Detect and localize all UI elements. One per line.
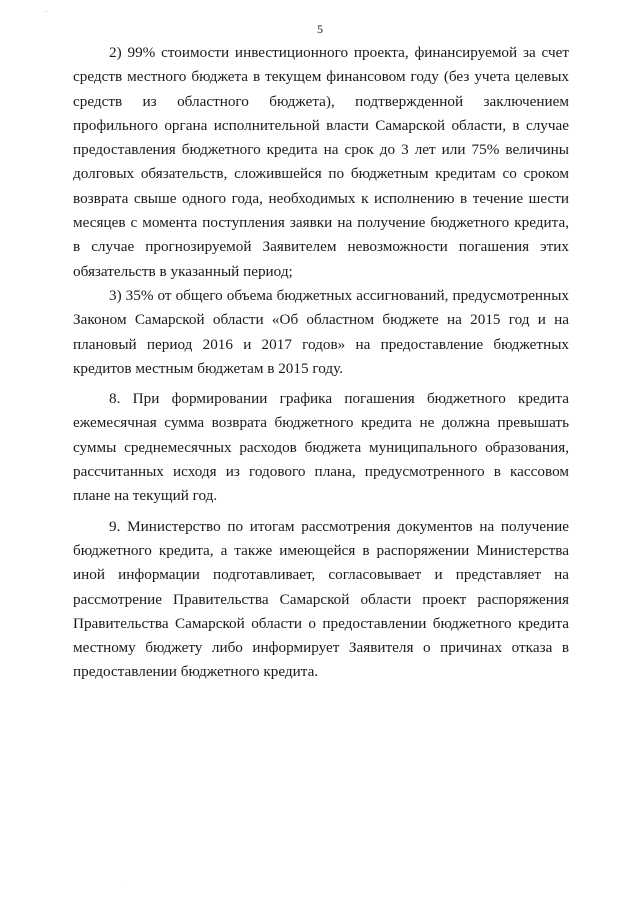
paragraph-section-9: 9. Министерство по итогам рассмотрения документов на получение бюджетного кредита, а также имеющейся в распоряжении Министерства иной информации подготавливает, согласовывает и представляет на рассмотрение Правительства Самарской области проект распоряжения Правительства Самарской области о предоставлении бюджетного кредита местному бюджету либо информирует Заявителя о причинах отказа в предоставлении бюджетного кредита. (73, 517, 569, 681)
corner-scan-mark: · (45, 8, 48, 16)
bottom-scan-mark: · (122, 884, 124, 890)
paragraph-item-2: 2) 99% стоимости инвестиционного проекта, финансируемой за счет средств местного бюджета в текущем финансовом году (без учета целевых средств из областного бюджета), подтвержденной заключением профильного органа исполнительной власти Самарской области, в случае предоставления бюджетного кредита на срок до 3 лет или 75% величины долговых обязательств, сложившейся по бюджетным кредитам со сроком возврата свыше одного года, необходимых к исполнению в течение шести месяцев с момента поступления заявки на получение бюджетного кредита, в случае прогнозируемой Заявителем невозможности погашения этих обязательств в указанный период; (73, 44, 569, 280)
page-number: 5 (317, 22, 323, 36)
document-body (73, 41, 569, 685)
paragraph-section-8: 8. При формировании графика погашения бюджетного кредита ежемесячная сумма возврата бюджетного кредита не должна превышать суммы среднемесячных расходов бюджета муниципального образования, рассчитанных исходя из годового плана, предусмотренного в кассовом плане на текущий год. (73, 390, 569, 505)
paragraph-item-3: 3) 35% от общего объема бюджетных ассигнований, предусмотренных Законом Самарской области «Об областном бюджете на 2015 год и на плановый период 2016 и 2017 годов» на предоставление бюджетных кредитов местным бюджетам в 2015 году. (73, 286, 569, 377)
